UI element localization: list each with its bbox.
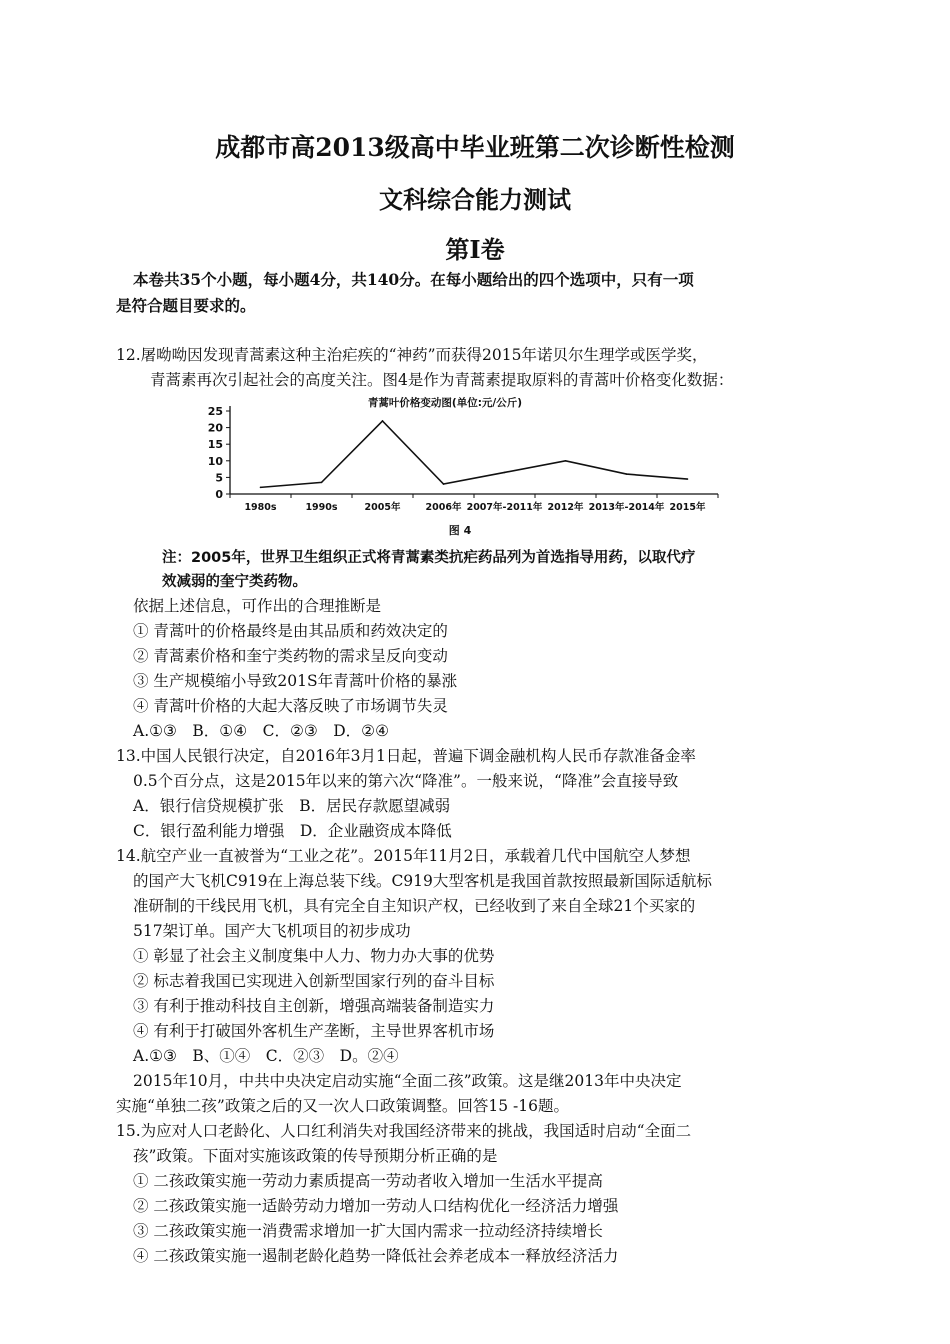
price-point [260,487,262,489]
price-point [443,483,445,485]
q14-item-1: ① 彰显了社会主义制度集中人力、物力办大事的优势 [133,947,495,965]
y-tick-label: 25 [207,405,223,418]
chart-title: 青蒿叶价格变动图(单位:元/公斤) [367,397,523,409]
q12-item-3: ③ 生产规模缩小导致201S年青蒿叶价格的暴涨 [133,672,458,690]
q12-stem-2: 青蒿素再次引起社会的高度关注。图4是作为青蒿素提取原料的青蒿叶价格变化数据： [150,371,734,389]
q12-item-4: ④ 青蒿叶价格的大起大落反映了市场调节失灵 [133,697,448,715]
x-tick-label: 1980s [244,502,277,513]
q12-prompt: 依据上述信息，可作出的合理推断是 [133,597,382,615]
q14-stem-2: 的国产大飞机C919在上海总装下线。C919大型客机是我国首款按照最新国际适航标 [133,872,712,890]
y-axis [208,405,230,501]
x-tick-label: 2013年-2014年 [588,502,665,513]
q12-options: A.①③ B．①④ C．②③ D．②④ [133,722,389,740]
price-point [321,482,323,484]
price-point [565,460,567,462]
intro-15-line-1: 2015年10月，中共中央决定启动实施“全面二孩”政策。这是继2013年中央决定 [133,1072,682,1090]
q14-item-4: ④ 有利于打破国外客机生产垄断，主导世界客机市场 [133,1022,495,1040]
q15-item-1: ① 二孩政策实施一劳动力素质提高一劳动者收入增加一生活水平提高 [133,1172,603,1190]
x-axis [230,494,718,513]
exam-title: 成都市高2013级高中毕业班第二次诊断性检测 [215,133,735,162]
chart-note-2: 效减弱的奎宁类药物。 [162,574,307,590]
price-series [260,420,689,488]
price-point [626,473,628,475]
q13-stem-1: 13.中国人民银行决定，自2016年3月1日起，普遍下调金融机构人民币存款准备金率 [116,747,696,765]
chart-note-1: 注：2005年，世界卫生组织正式将青蒿素类抗疟药品列为首选指导用药，以取代疗 [162,550,696,566]
x-tick-label: 2007年-2011年 [466,502,543,513]
price-point [382,420,384,422]
q15-stem-1: 15.为应对人口老龄化、人口红利消失对我国经济带来的挑战，我国适时启动“全面二 [116,1122,692,1140]
q14-item-3: ③ 有利于推动科技自主创新，增强高端装备制造实力 [133,997,495,1015]
y-tick-label: 20 [207,421,223,435]
q14-stem-3: 准研制的干线民用飞机，具有完全自主知识产权，已经收到了来自全球21个买家的 [133,897,696,915]
y-tick-label: 15 [207,438,223,452]
price-point [687,478,689,480]
exam-subtitle: 文科综合能力测试 [379,185,571,214]
price-line [261,421,688,487]
q12-item-1: ① 青蒿叶的价格最终是由其品质和药效决定的 [133,622,448,640]
q15-item-2: ② 二孩政策实施一适龄劳动力增加一劳动人口结构优化一经济活力增强 [133,1197,619,1215]
q14-item-2: ② 标志着我国已实现进入创新型国家行列的奋斗目标 [133,972,495,990]
y-tick-label: 5 [215,471,223,485]
instructions-line-1: 本卷共35个小题，每小题4分，共140分。在每小题给出的四个选项中，只有一项 [133,270,694,289]
q12-item-2: ② 青蒿素价格和奎宁类药物的需求呈反向变动 [133,647,448,665]
price-chart-svg [160,394,760,544]
intro-15-line-2: 实施“单独二孩”政策之后的又一次人口政策调整。回答15 -16题。 [116,1097,569,1115]
section-title: 第I卷 [445,235,505,264]
q14-stem-4: 517架订单。国产大飞机项目的初步成功 [133,922,411,940]
x-tick-label: 2006年 [425,502,462,513]
y-tick-label: 0 [215,488,223,501]
y-tick-label: 10 [207,454,223,468]
q13-options-2: C．银行盈利能力增强 D．企业融资成本降低 [133,822,452,840]
figure-label: 图 4 [448,524,472,537]
q15-item-3: ③ 二孩政策实施一消费需求增加一扩大国内需求一拉动经济持续增长 [133,1222,603,1240]
q14-stem-1: 14.航空产业一直被誉为“工业之花”。2015年11月2日，承载着几代中国航空人梦想 [116,847,691,865]
q12-stem-1: 12.屠呦呦因发现青蒿素这种主治疟疾的“神药”而获得2015年诺贝尔生理学或医学奖， [116,346,708,364]
x-tick-label: 2015年 [669,502,706,513]
q15-stem-2: 孩”政策。下面对实施该政策的传导预期分析正确的是 [133,1147,498,1165]
price-point [504,472,506,474]
x-tick-label: 2012年 [547,502,584,513]
q13-stem-2: 0.5个百分点，这是2015年以来的第六次“降准”。一般来说，“降准”会直接导致 [133,772,679,790]
q14-options: A.①③ B、①④ C．②③ D。②④ [133,1047,399,1065]
instructions-line-2: 是符合题目要求的。 [116,296,256,315]
x-tick-label: 1990s [305,502,338,513]
x-tick-label: 2005年 [364,502,401,513]
q15-item-4: ④ 二孩政策实施一遏制老龄化趋势一降低社会养老成本一释放经济活力 [133,1247,619,1265]
q13-options-1: A．银行信贷规模扩张 B．居民存款愿望减弱 [133,797,451,815]
